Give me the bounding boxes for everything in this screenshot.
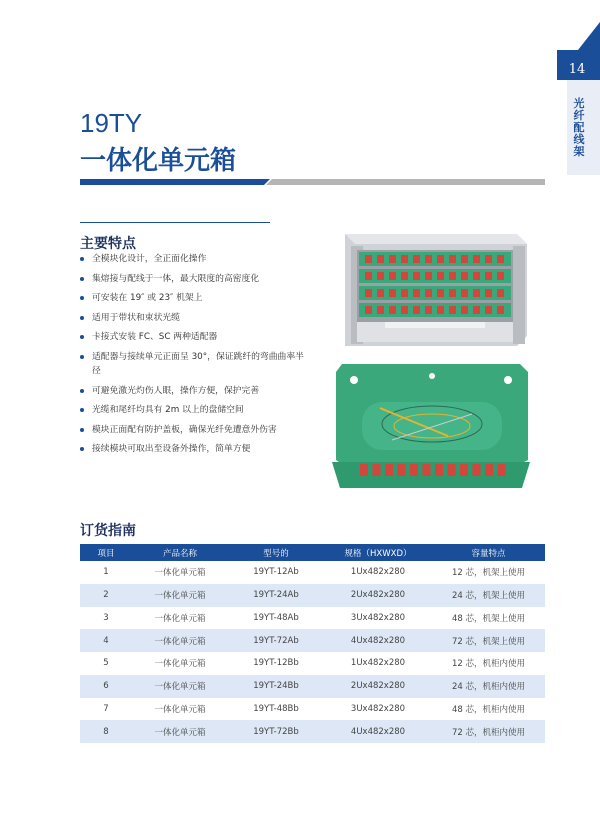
adapter-icon [413,255,420,263]
adapter-icon [389,306,396,314]
column-header-capacity: 容量特点 [432,544,545,561]
adapter-icon [389,289,396,297]
section-vertical-label: 光 纤 配 线 架 [573,97,585,158]
adapter-icon [385,464,393,476]
adapter-icon [473,255,480,263]
adapter-icon [365,289,372,297]
product-photo-enclosure [345,230,530,350]
adapter-icon [423,464,431,476]
adapter-icon [437,306,444,314]
product-model-title: 19TY [80,108,143,138]
bullet-icon [80,447,84,451]
adapter-icon [497,289,504,297]
title-underline-bar [80,179,545,185]
adapter-icon [410,464,418,476]
adapter-icon [437,255,444,263]
adapter-icon [485,255,492,263]
adapter-icon [485,272,492,280]
adapter-icon [401,255,408,263]
bullet-icon [80,389,84,393]
adapter-icon [401,306,408,314]
adapter-icon [485,306,492,314]
adapter-icon [497,272,504,280]
feature-item: 光缆和尾纤均具有 2m 以上的盘储空间 [80,403,310,417]
bullet-icon [80,316,84,320]
adapter-icon [413,306,420,314]
feature-item: 卡接式安装 FC、SC 两种适配器 [80,330,310,344]
feature-item: 模块正面配有防护盖板，确保光纤免遭意外伤害 [80,423,310,437]
feature-list [80,252,310,462]
adapter-icon [389,272,396,280]
adapter-icon [461,255,468,263]
table-row: 1 一体化单元箱 19YT-12Ab 1Ux482x280 12 芯，机架上使用 [103,567,526,579]
order-guide-heading: 订货指南 [80,523,136,539]
adapter-icon [360,464,368,476]
column-header-spec: 规格（HXWXD） [324,544,432,561]
adapter-icon [460,464,468,476]
adapter-icon [473,306,480,314]
column-header-item: 项目 [80,544,132,561]
table-row: 3 一体化单元箱 19YT-48Ab 3Ux482x280 48 芯，机架上使用 [103,612,526,624]
adapter-icon [373,464,381,476]
adapter-icon [449,306,456,314]
adapter-icon [413,289,420,297]
adapter-icon [449,289,456,297]
adapter-icon [425,255,432,263]
adapter-icon [401,272,408,280]
table-row: 5 一体化单元箱 19YT-12Bb 1Ux482x280 12 芯，机柜内使用 [103,658,526,670]
table-row: 6 一体化单元箱 19YT-24Bb 2Ux482x280 24 芯，机柜内使用 [80,675,545,698]
table-row: 8 一体化单元箱 19YT-72Bb 4Ux482x280 72 芯，机柜内使用 [80,720,545,743]
adapter-icon [485,289,492,297]
adapter-icon [473,289,480,297]
feature-item: 适用于带状和束状光缆 [80,311,310,325]
feature-item: 全模块化设计，全正面化操作 [80,252,310,266]
adapter-icon [435,464,443,476]
adapter-icon [449,272,456,280]
adapter-icon [377,255,384,263]
adapter-icon [425,289,432,297]
adapter-icon [437,289,444,297]
feature-item: 集熔接与配线于一体，最大限度的高密度化 [80,272,310,286]
bullet-icon [80,355,84,359]
table-row: 2 一体化单元箱 19YT-24Ab 2Ux482x280 24 芯，机架上使用 [80,584,545,607]
table-row: 4 一体化单元箱 19YT-72Ab 4Ux482x280 72 芯，机架上使用 [80,629,545,652]
features-heading: 主要特点 [80,236,136,252]
adapter-icon [401,289,408,297]
adapter-icon [398,464,406,476]
adapter-icon [425,272,432,280]
product-name-title: 一体化单元箱 [80,146,237,176]
adapter-icon [377,306,384,314]
bullet-icon [80,408,84,412]
adapter-icon [448,464,456,476]
adapter-icon [413,272,420,280]
adapter-icon [497,255,504,263]
product-photo-splice-module [332,362,530,492]
table-row: 7 一体化单元箱 19YT-48Bb 3Ux482x280 48 芯，机柜内使用 [103,703,526,715]
column-header-model: 型号的 [228,544,324,561]
adapter-icon [365,306,372,314]
adapter-icon [365,255,372,263]
adapter-icon [497,306,504,314]
adapter-icon [498,464,506,476]
adapter-icon [389,255,396,263]
adapter-icon [473,272,480,280]
bullet-icon [80,296,84,300]
features-rule [80,222,270,223]
adapter-icon [365,272,372,280]
adapter-icon [425,306,432,314]
adapter-icon [449,255,456,263]
column-header-product: 产品名称 [132,544,228,561]
adapter-icon [485,464,493,476]
feature-item: 适配器与接续单元正面呈 30°，保证跳纤的弯曲曲率半径 [80,350,310,378]
feature-item: 接续模块可取出至设备外操作，简单方便 [80,442,310,456]
adapter-icon [461,272,468,280]
bullet-icon [80,257,84,261]
bullet-icon [80,428,84,432]
order-table [80,544,545,743]
adapter-icon [377,289,384,297]
adapter-icon [473,464,481,476]
bullet-icon [80,277,84,281]
adapter-icon [461,306,468,314]
adapter-icon [437,272,444,280]
table-header-row [80,544,545,561]
page-number: 14 [568,62,586,77]
bullet-icon [80,335,84,339]
feature-item: 可安装在 19″ 或 23″ 机架上 [80,291,310,305]
feature-item: 可避免激光灼伤人眼，操作方便，保护完善 [80,384,310,398]
adapter-icon [377,272,384,280]
adapter-icon [461,289,468,297]
